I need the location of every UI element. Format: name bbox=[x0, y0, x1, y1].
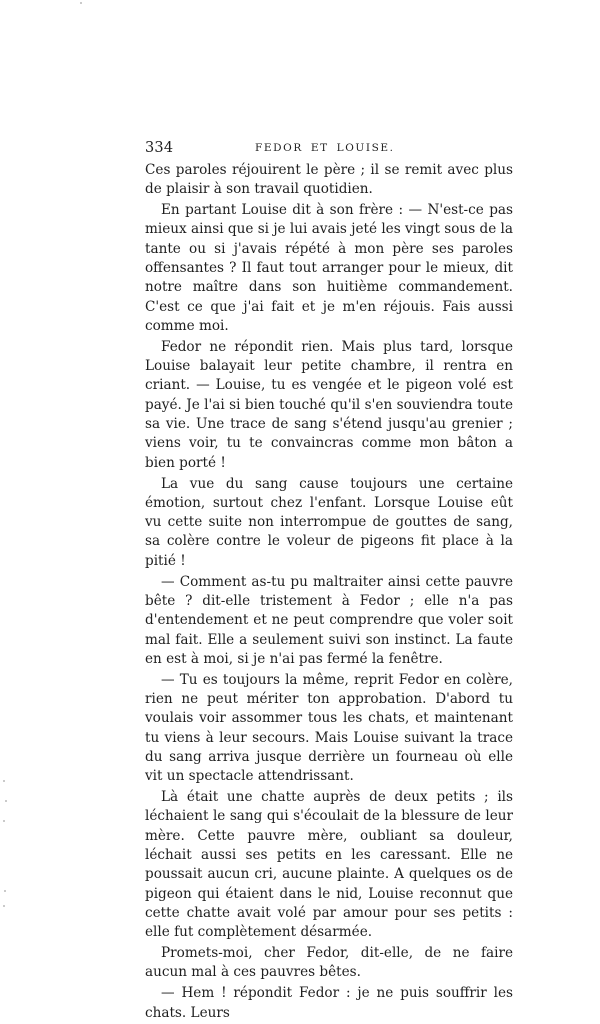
scan-speckle bbox=[5, 800, 7, 802]
paragraph-6: — Tu es toujours la même, reprit Fedor en colère, rien ne peut mériter ton approbation. D'abord tu voulais voir assommer tous les chats, et maintenant tu viens à leur secours. Mais Louise suivant la trace du sang arriva jusque derrière un fourneau où elle vit un spectacle attendrissant. bbox=[145, 671, 513, 785]
paragraph-4: La vue du sang cause toujours une certaine émotion, surtout chez l'enfant. Lorsque Louise eût vu cette suite non interrompue de gouttes de sang, sa colère contre le voleur de pigeons fit place à la pitié ! bbox=[145, 475, 513, 569]
body-text bbox=[145, 161, 513, 1024]
page-number: 334 bbox=[145, 140, 174, 156]
scan-speckle bbox=[3, 820, 5, 822]
paragraph-2: En partant Louise dit à son frère : — N'est-ce pas mieux ainsi que si je lui avais jeté les vingt sous de la tante ou si j'avais répété à mon père ses paroles offensantes ? Il faut tout arranger pour le mieux, dit notre maître dans son huitième commandement. C'est ce que j'ai fait et je m'en réjouis. Fais aussi comme moi. bbox=[145, 202, 514, 334]
scan-speckle bbox=[80, 2, 82, 4]
paragraph-9: — Hem ! répondit Fedor : je ne puis souffrir les chats. Leurs bbox=[145, 985, 513, 1021]
page-header bbox=[145, 140, 513, 160]
scan-speckle bbox=[3, 905, 5, 907]
paragraph-7: Là était une chatte auprès de deux petits ; ils léchaient le sang qui s'écoulait de la blessure de leur mère. Cette pauvre mère, oubliant sa douleur, léchait aussi ses petits en les caressant. Elle ne poussait aucun cri, aucune plainte. A quelques os de pigeon qui étaient dans le nid, Louise reconnut que cette chatte avait volé par amour pour ses petits : elle fut complètement désarmée. bbox=[145, 789, 513, 941]
scan-speckle bbox=[3, 780, 5, 782]
paragraph-5: — Comment as-tu pu maltraiter ainsi cette pauvre bête ? dit-elle tristement à Fedor ; elle n'a pas d'entendement et ne peut comprendre que voler soit mal fait. Elle a seulement suivi son instinct. La faute en est à moi, si je n'ai pas fermé la fenêtre. bbox=[145, 573, 513, 667]
running-title: FEDOR ET LOUISE. bbox=[255, 142, 395, 154]
scan-speckle bbox=[4, 890, 6, 892]
paragraph-3: Fedor ne répondit rien. Mais plus tard, lorsque Louise balayait leur petite chambre, il rentra en criant. — Louise, tu es vengée et le pigeon volé est payé. Je l'ai si bien touché qu'il s'en souviendra toute sa vie. Une trace de sang s'étend jusqu'au grenier ; viens voir, tu te convaincras comme mon bâton a bien porté ! bbox=[145, 338, 513, 471]
paragraph-8: Promets-moi, cher Fedor, dit-elle, de ne faire aucun mal à ces pauvres bêtes. bbox=[145, 945, 513, 981]
paragraph-1: Ces paroles réjouirent le père ; il se remit avec plus de plaisir à son travail quotidien. bbox=[145, 162, 513, 198]
